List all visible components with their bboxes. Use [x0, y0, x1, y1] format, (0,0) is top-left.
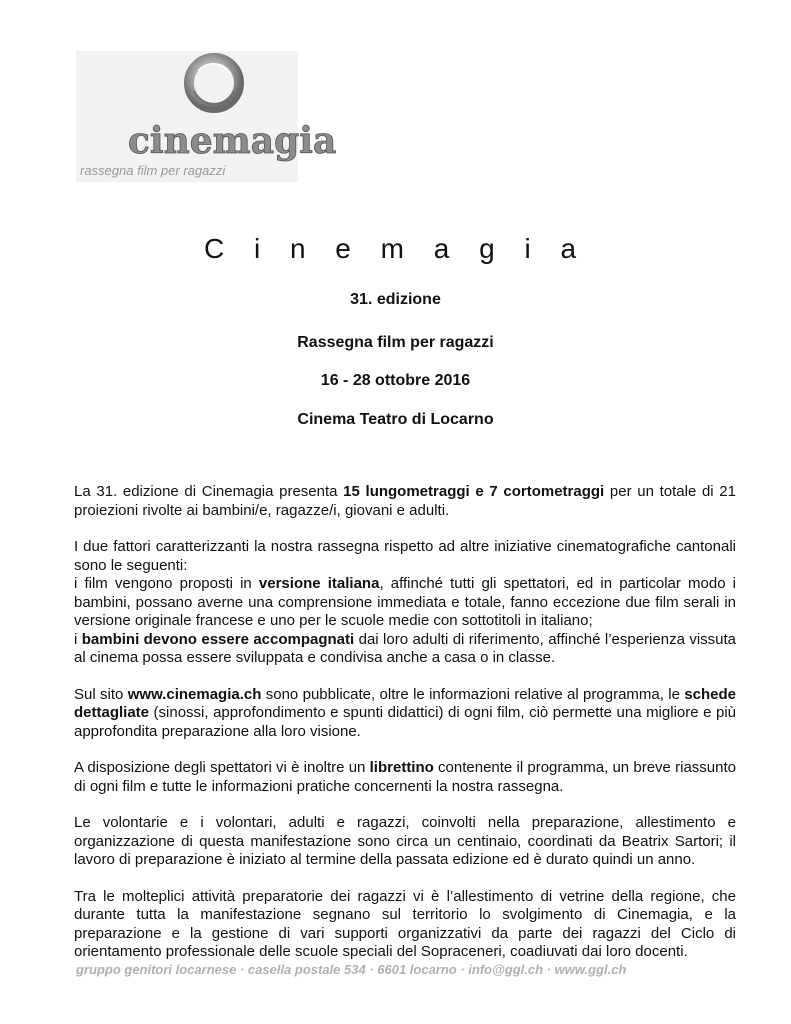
- paragraph-text: I due fattori caratterizzanti la nostra rassegna rispetto ad altre iniziative cinematografiche cantonali sono le seguenti:: [74, 538, 736, 574]
- emphasis-text: 15 lungometraggi e 7 cortometraggi: [343, 483, 605, 500]
- paragraph-text: Sul sito: [74, 685, 128, 703]
- venue-heading: Cinema Teatro di Locarno: [297, 411, 494, 428]
- paragraph-text: sono pubblicate, oltre le informazioni relative al programma, le: [261, 685, 685, 703]
- paragraph-website: [74, 686, 736, 742]
- paragraph-booklet: [74, 759, 736, 796]
- paragraph-activities: Tra le molteplici attività preparatorie dei ragazzi vi è l’allestimento di vetrine della regione, che durante tutta la manifestazione segnano sul territorio lo svolgimento di Cinemagia, e la preparazione e la gestione di vari supporti organizzativi da parte dei ragazzi del Ciclo di orientamento professionale delle scuole speciali del Sopraceneri, coadiuvati dai loro docenti.: [74, 887, 736, 960]
- website-link: www.cinemagia.ch: [127, 685, 262, 703]
- footer-contact: gruppo genitori locarnese · casella postale 534 · 6601 locarno · info@ggl.ch · www.ggl.ch: [76, 962, 627, 977]
- paragraph-text: A disposizione degli spettatori vi è inoltre un: [74, 759, 370, 776]
- logo-tagline: rassegna film per ragazzi: [80, 163, 226, 178]
- subtitle-heading: Rassegna film per ragazzi: [297, 334, 494, 351]
- paragraph-text: contenente il programma, un breve riassunto di ogni film e tutte le informazioni pratiche concernenti la nostra rassegna.: [74, 759, 736, 795]
- cinemagia-logo: [76, 51, 337, 182]
- paragraph-factors: [74, 538, 736, 668]
- logo-wordmark: cinemagia: [128, 120, 337, 162]
- emphasis-text: versione italiana: [258, 575, 380, 592]
- document-body: [74, 483, 736, 980]
- paragraph-text: , affinché tutti gli spettatori, ed in particolar modo i bambini, possano averne una comprensione immediata e totale, fanno eccezione due film serali in versione originale francese e uno per le scuole medie con sottotitoli in italiano;: [74, 575, 736, 629]
- edition-heading: 31. edizione: [350, 291, 441, 308]
- paragraph-text: La 31. edizione di Cinemagia presenta: [74, 483, 344, 500]
- paragraph-text: dai loro adulti di riferimento, affinché l’esperienza vissuta al cinema possa essere sviluppata e condivisa anche a casa o in classe.: [74, 630, 736, 666]
- paragraph-text: i film vengono proposti in: [74, 575, 259, 592]
- emphasis-text: bambini devono essere accompagnati: [81, 630, 355, 648]
- document-title: C i n e m a g i a: [203, 233, 588, 264]
- paragraph-films: [74, 483, 736, 520]
- dates-heading: 16 - 28 ottobre 2016: [320, 372, 471, 389]
- paragraph-volunteers: Le volontarie e i volontari, adulti e ragazzi, coinvolti nella preparazione, allestimento e organizzazione di questa manifestazione sono circa un centinaio, coordinati da Beatrix Sartori; il lavoro di preparazione è iniziato al termine della passata edizione ed è durato quindi un anno.: [74, 814, 736, 868]
- emphasis-text: librettino: [369, 759, 434, 776]
- emphasis-text: schede dettagliate: [74, 685, 736, 721]
- paragraph-text: per un totale di 21 proiezioni rivolte ai bambini/e, ragazze/i, giovani e adulti.: [74, 483, 736, 519]
- paragraph-text: (sinossi, approfondimento e spunti didattici) di ogni film, ciò permette una migliore e più approfondita preparazione alla loro visione.: [74, 704, 736, 740]
- paragraph-text: i: [74, 630, 82, 648]
